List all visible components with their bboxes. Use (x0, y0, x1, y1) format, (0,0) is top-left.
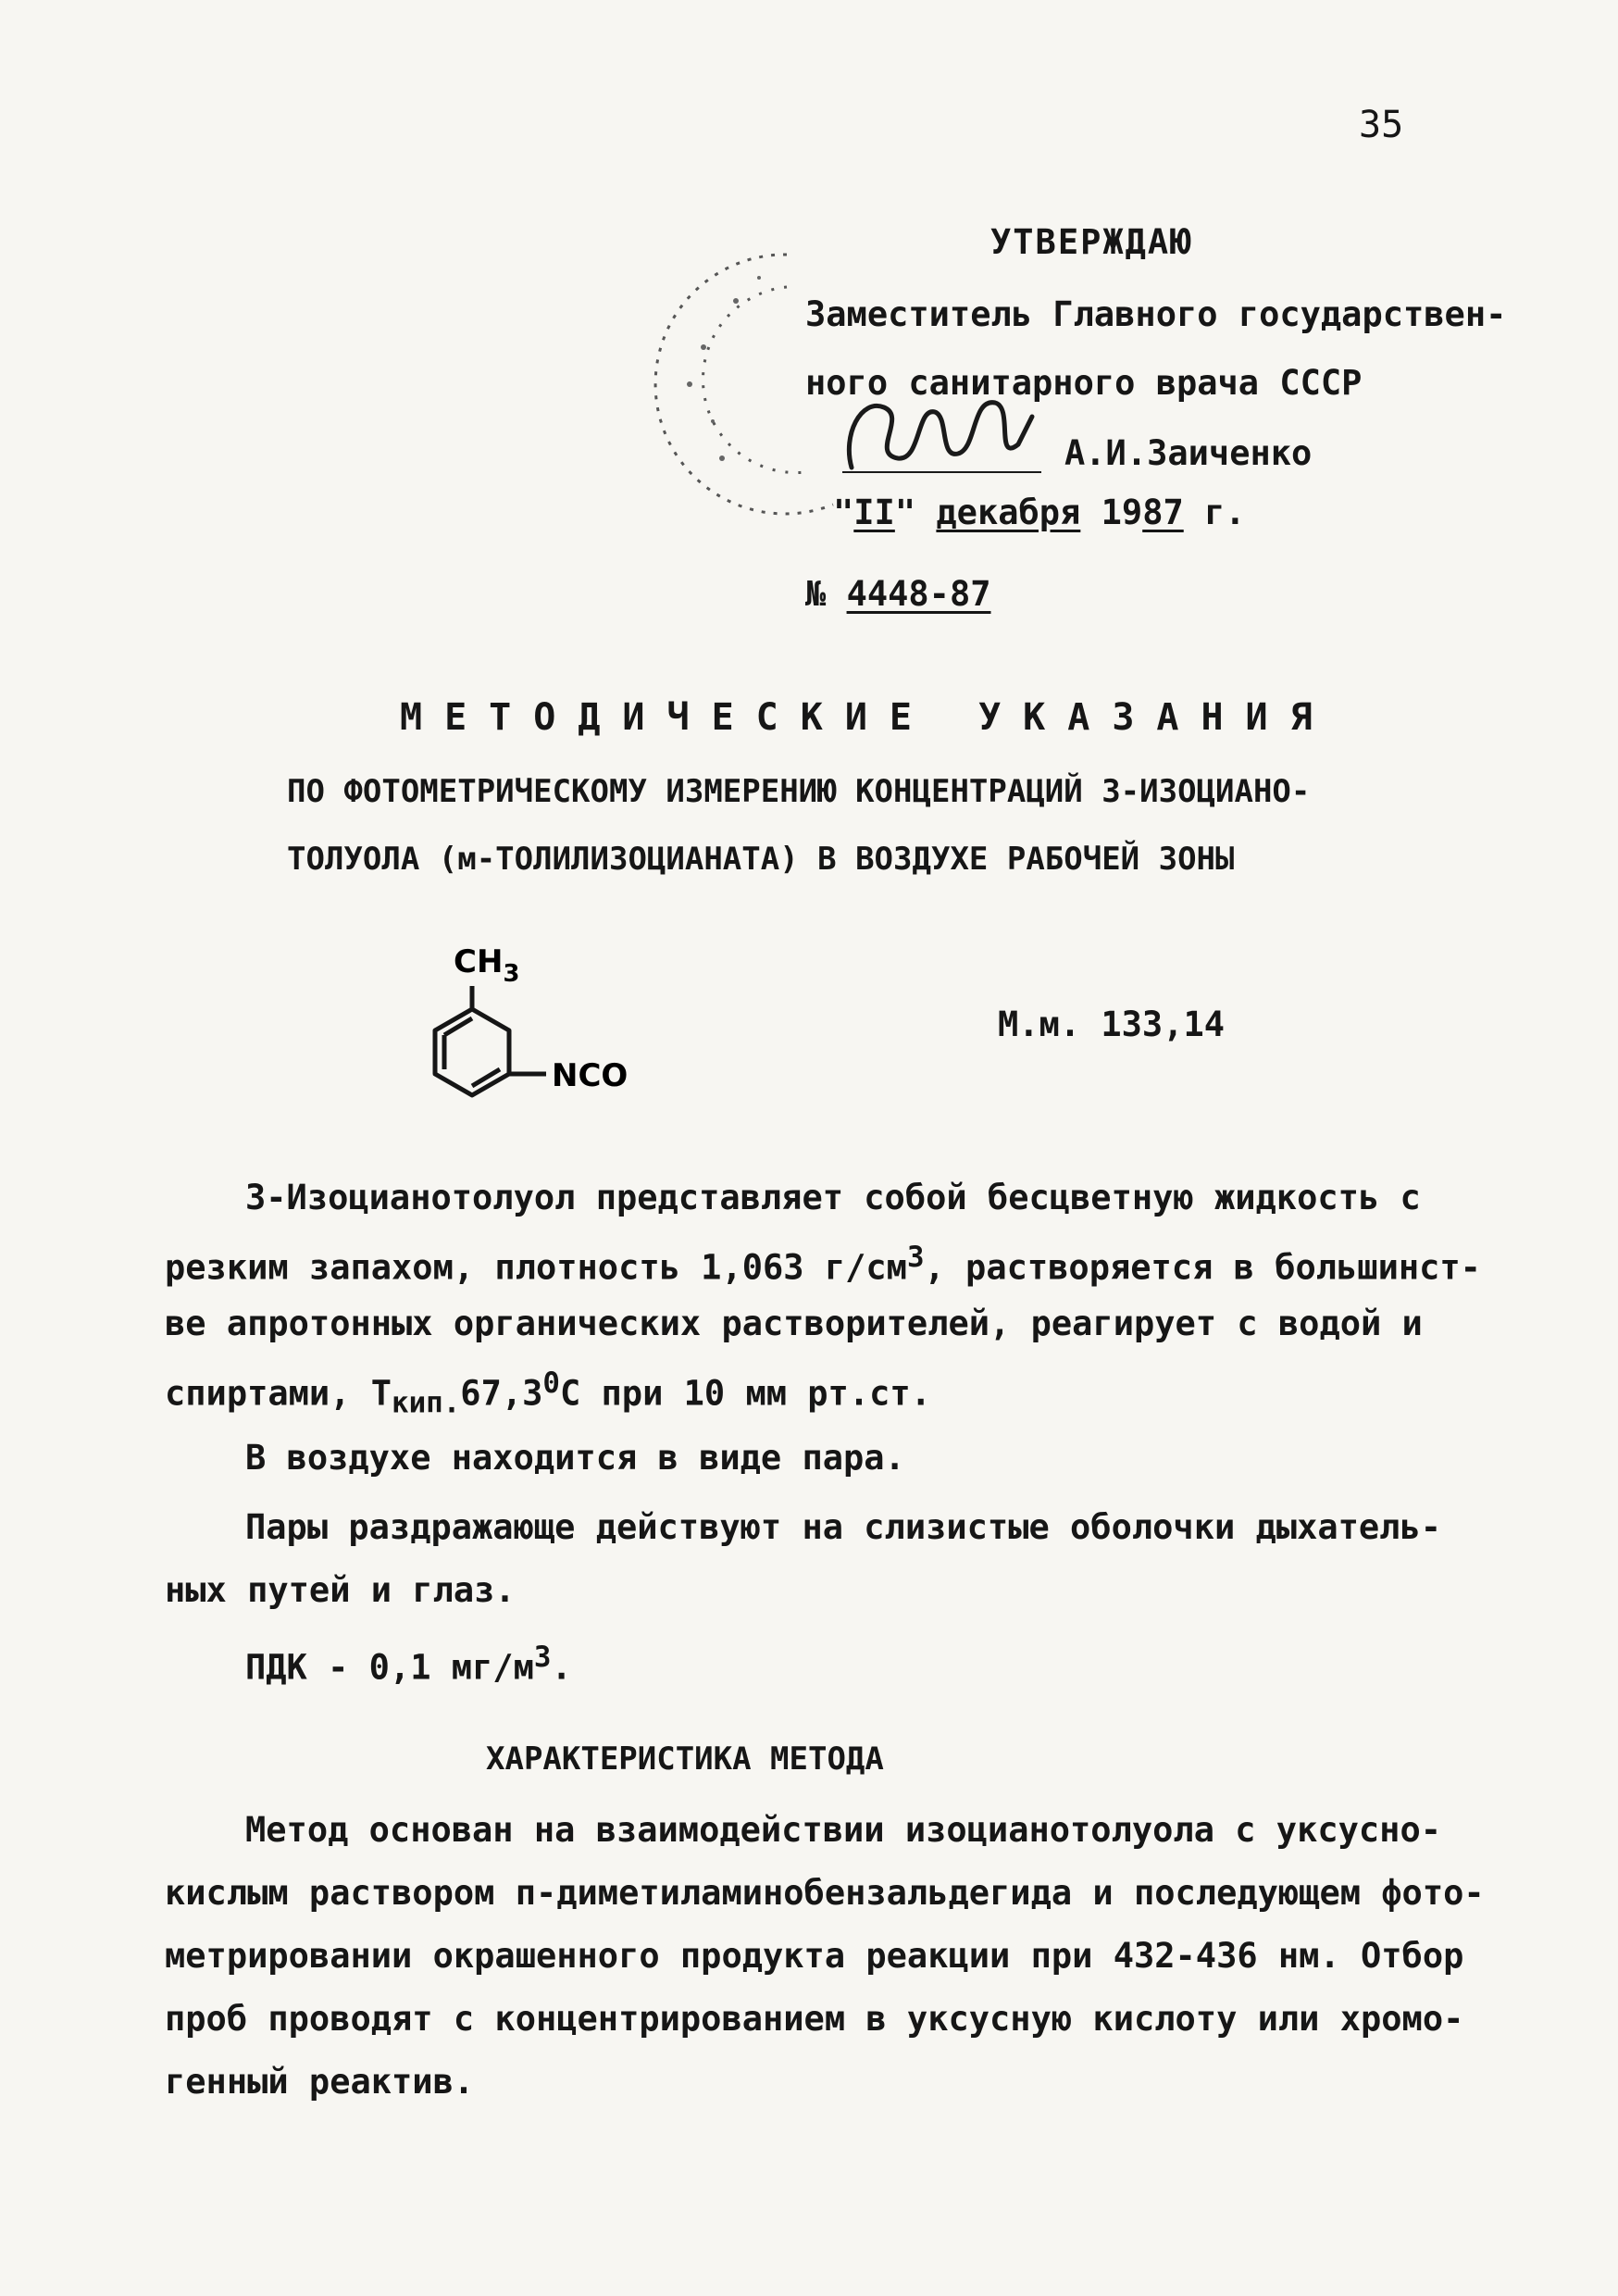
approval-position: Заместитель Главного государствен- (805, 294, 1507, 334)
mac-text: ПДК - 0,1 мг/м (245, 1647, 534, 1688)
solubility-text: , растворяется в большинст- (924, 1247, 1481, 1288)
method-line-4: проб проводят с концентрированием в уксусную кислоту или хромо- (165, 1999, 1464, 2039)
document-number (805, 574, 991, 614)
ch3-label: $CH_3$ (454, 943, 520, 988)
date-year-suffix: 87 (1142, 493, 1184, 532)
document-title: МЕТОДИЧЕСКИЕ УКАЗАНИЯ (400, 696, 1335, 739)
density-exponent: 3 (906, 1241, 925, 1274)
paragraph-2: В воздухе находится в виде пара. (245, 1438, 905, 1478)
paragraph-1-line-4 (165, 1366, 931, 1420)
paragraph-4 (245, 1641, 572, 1687)
paragraph-3-line-1: Пары раздражающе действуют на слизистые оболочки дыхатель- (245, 1507, 1442, 1547)
date-year-prefix: 19 (1101, 493, 1143, 532)
approval-date (833, 493, 1246, 532)
paragraph-3-line-2: ных путей и глаз. (165, 1570, 516, 1610)
structural-formula (417, 935, 676, 1139)
method-line-3: метрировании окрашенного продукта реакции при 432-436 нм. Отбор (165, 1936, 1464, 1976)
paragraph-1-line-1: 3-Изоцианотолуол представляет собой бесцветную жидкость с (245, 1178, 1421, 1217)
degree-sign: 0 (542, 1366, 560, 1400)
boiling-condition: С при 10 мм рт.ст. (559, 1373, 931, 1414)
approval-position-cont: ного санитарного врача СССР (805, 363, 1363, 403)
boiling-label: спиртами, Т (165, 1373, 392, 1414)
mac-exponent: 3 (533, 1641, 552, 1674)
date-quote-close: " (894, 493, 916, 532)
date-quote-open: " (833, 493, 854, 532)
paragraph-1-line-3: ве апротонных органических растворителей, реагирует с водой и (165, 1304, 1423, 1343)
boiling-value: 67,3 (460, 1373, 543, 1414)
document-subtitle-line1: ПО ФОТОМЕТРИЧЕСКОМУ ИЗМЕРЕНИЮ КОНЦЕНТРАЦИЙ 3-ИЗОЦИАНО- (287, 773, 1311, 810)
nco-label: NCO (552, 1057, 629, 1094)
number-value: 4448-87 (846, 574, 991, 614)
date-day: II (853, 493, 895, 532)
number-sign: № (805, 574, 827, 614)
paragraph-1-line-2 (165, 1241, 1481, 1287)
molecular-weight: М.м. 133,14 (998, 1004, 1226, 1044)
mac-period: . (551, 1647, 572, 1688)
approval-signatory: А.И.Заиченко (1064, 433, 1313, 473)
boiling-subscript: кип. (392, 1386, 461, 1420)
date-suffix: г. (1204, 493, 1246, 532)
density-text: резким запахом, плотность 1,063 г/см (165, 1247, 907, 1288)
method-line-2: кислым раствором п-диметиламинобензальдегида и последующем фото- (165, 1873, 1485, 1913)
section-heading: ХАРАКТЕРИСТИКА МЕТОДА (486, 1741, 884, 1778)
date-month: декабря (936, 493, 1081, 532)
approval-title: УТВЕРЖДАЮ (990, 222, 1193, 262)
document-subtitle-line2: ТОЛУОЛА (м-ТОЛИЛИЗОЦИАНАТА) В ВОЗДУХЕ РАБОЧЕЙ ЗОНЫ (287, 841, 1235, 878)
page-number: 35 (1359, 104, 1404, 146)
method-line-5: генный реактив. (165, 2062, 475, 2102)
method-line-1: Метод основан на взаимодействии изоцианотолуола с уксусно- (245, 1810, 1442, 1850)
